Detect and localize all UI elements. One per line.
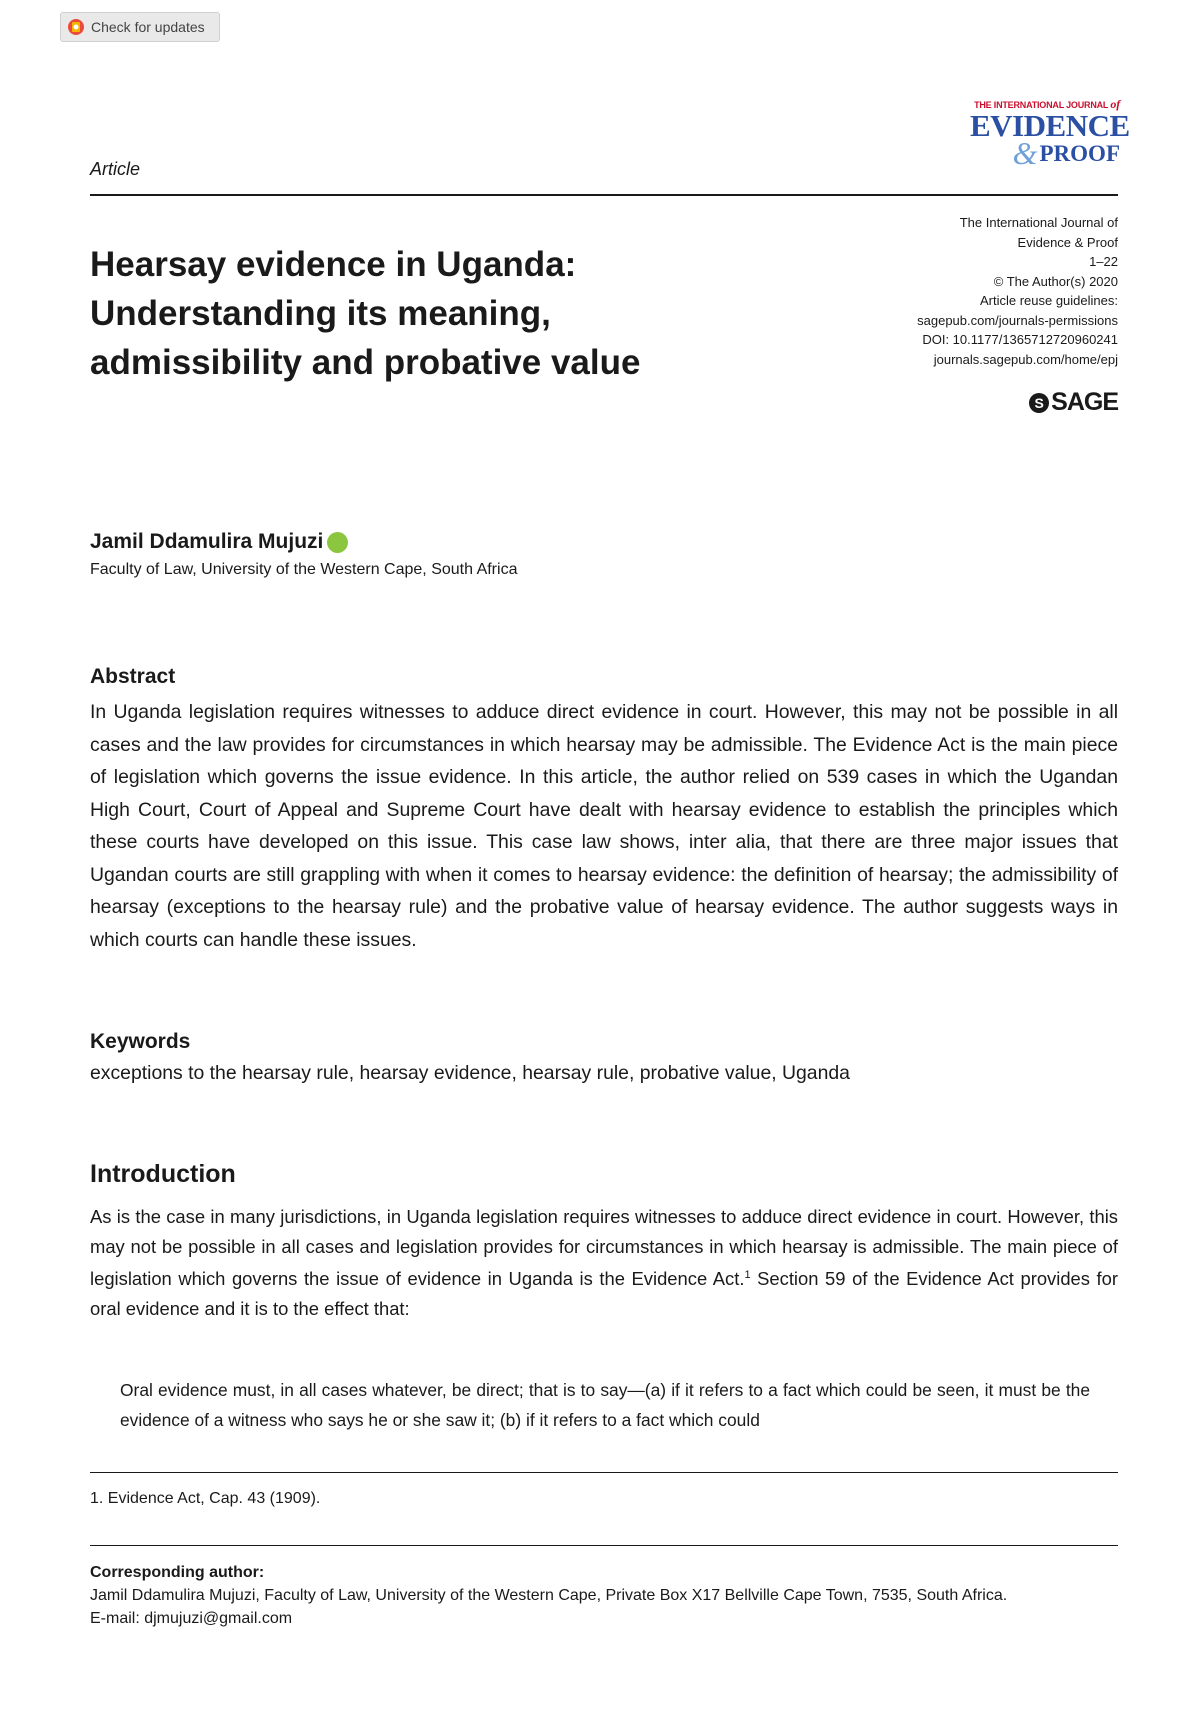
journal-logo-proof: PROOF	[1039, 141, 1120, 166]
introduction-text-part2: Section 59 of the Evidence Act provides for oral evidence and it is to the effect that:	[90, 1268, 1119, 1319]
meta-pages: 1–22	[1089, 254, 1118, 269]
corresponding-author-email[interactable]: E-mail: djmujuzi@gmail.com	[90, 1610, 293, 1627]
meta-journal-line2: Evidence & Proof	[1017, 234, 1118, 250]
journal-logo-proof-row	[970, 135, 1120, 171]
author-affiliation: Faculty of Law, University of the Western Cape, South Africa	[90, 561, 518, 578]
journal-logo-of: of	[1110, 97, 1120, 111]
journal-logo	[970, 97, 1130, 171]
meta-reuse-label: Article reuse guidelines:	[979, 293, 1118, 308]
article-type-label: Article	[90, 159, 141, 179]
keywords-text: exceptions to the hearsay rule, hearsay evidence, hearsay rule, probative value, Uganda	[90, 1062, 850, 1084]
sage-logo-text: SAGE	[1051, 388, 1118, 416]
author-row	[90, 530, 348, 554]
introduction-paragraph	[90, 1202, 1118, 1323]
journal-logo-ampersand: &	[1012, 135, 1038, 171]
abstract-text: In Uganda legislation requires witnesses to adduce direct evidence in court. However, this may not be possible in all cases and the law provides for circumstances in which hearsay may be admissible. The Evidence Act is the main piece of legislation which governs the issue evidence. In this article, the author relied on 539 cases in which the Ugandan High Court, Court of Appeal and Supreme Court have dealt with hearsay evidence to establish the principles which these courts have developed on this issue. This case law shows, inter alia, that there are three major issues that Ugandan courts are still grappling with when it comes to hearsay evidence: the definition of hearsay; the admissibility of hearsay (exceptions to the hearsay rule) and the probative value of hearsay evidence. The author suggests ways in which courts can handle these issues.	[90, 701, 1118, 951]
crossmark-icon	[67, 18, 85, 36]
abstract-heading: Abstract	[90, 665, 176, 688]
orcid-icon[interactable]	[327, 532, 348, 553]
footnote-1: 1. Evidence Act, Cap. 43 (1909).	[90, 1490, 321, 1507]
sage-logo	[1029, 388, 1118, 417]
block-quote: Oral evidence must, in all cases whatever, be direct; that is to say—(a) if it refers to a fact which could be seen, it must be the evidence of a witness who says he or she saw it; (b) if it refers to a fact which could	[120, 1380, 1090, 1430]
header-divider	[90, 194, 1118, 196]
introduction-heading: Introduction	[90, 1160, 236, 1188]
sage-mark-icon: S	[1029, 393, 1049, 413]
corresponding-author-label: Corresponding author:	[90, 1564, 265, 1581]
footnote-divider	[90, 1472, 1118, 1473]
author-name: Jamil Ddamulira Mujuzi	[90, 530, 324, 553]
journal-logo-topline-text: THE INTERNATIONAL JOURNAL	[974, 100, 1109, 110]
corresponding-divider	[90, 1545, 1118, 1546]
footnote-reference-link[interactable]: 1	[744, 1269, 751, 1281]
introduction-text-part1: As is the case in many jurisdictions, in Uganda legislation requires witnesses to adduce direct evidence in court. However, this may not be possible in all cases and legislation provides for circumstances in which hearsay is admissible. The main piece of legislation which governs the issue of evidence in Uganda is the Evidence Act.	[90, 1206, 1118, 1290]
meta-journal-link[interactable]: journals.sagepub.com/home/epj	[933, 351, 1118, 367]
check-for-updates-label: Check for updates	[91, 19, 205, 35]
journal-logo-evidence: EVIDENCE	[970, 108, 1130, 143]
meta-copyright: © The Author(s) 2020	[993, 273, 1118, 289]
article-metadata	[818, 213, 1118, 369]
meta-doi-link[interactable]: DOI: 10.1177/1365712720960241	[922, 332, 1118, 347]
check-for-updates-button[interactable]	[60, 12, 220, 42]
keywords-heading: Keywords	[90, 1030, 191, 1053]
corresponding-author-address: Jamil Ddamulira Mujuzi, Faculty of Law, University of the Western Cape, Private Box X17 Bellville Cape Town, 7535, South Africa.	[90, 1587, 1008, 1604]
meta-reuse-link[interactable]: sagepub.com/journals-permissions	[917, 312, 1118, 328]
meta-journal-line1: The International Journal of	[959, 215, 1118, 230]
article-title: Hearsay evidence in Uganda: Understanding its meaning, admissibility and probative value	[90, 245, 641, 382]
